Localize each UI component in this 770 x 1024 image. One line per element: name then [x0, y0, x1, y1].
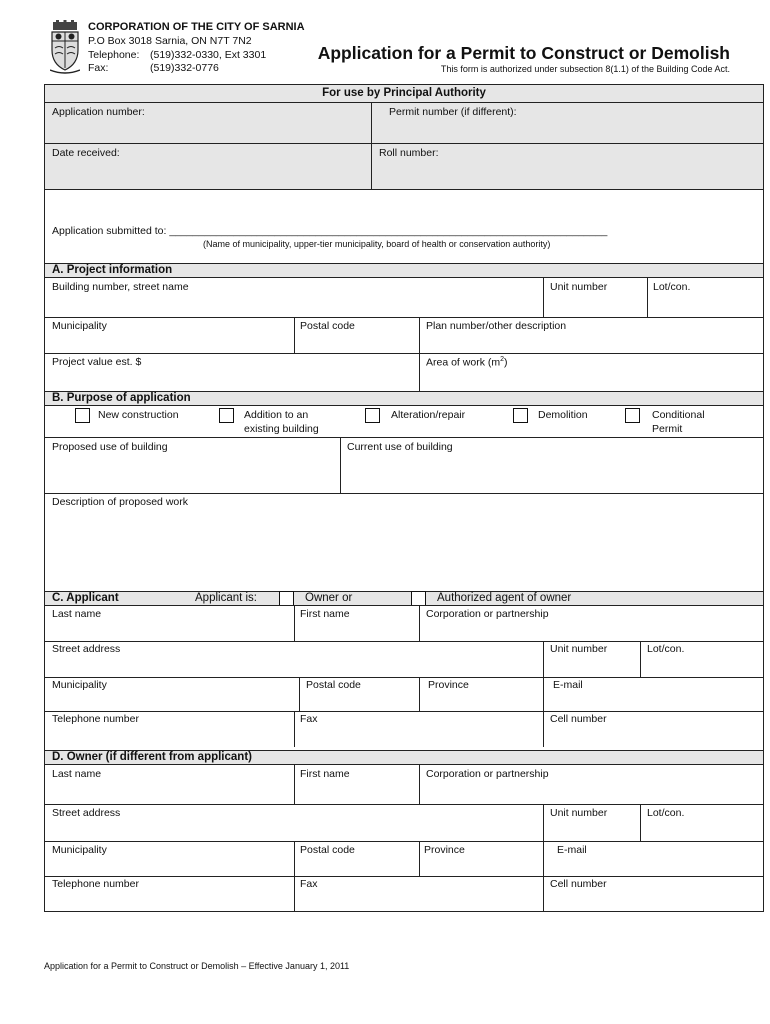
applicant-first-name-label: First name: [300, 608, 350, 620]
agent-label: Authorized agent of owner: [437, 592, 572, 604]
date-received-label: Date received:: [52, 147, 120, 159]
fax-value: (519)332-0776: [150, 62, 219, 74]
applicant-fax-label: Fax: [300, 713, 318, 725]
owner-unit-label: Unit number: [550, 807, 608, 819]
roll-number-label: Roll number:: [379, 147, 439, 159]
applicant-email-label: E-mail: [553, 679, 583, 691]
applicant-is-label: Applicant is:: [195, 592, 258, 604]
new-construction-checkbox[interactable]: [75, 408, 90, 423]
owner-province-label: Province: [424, 844, 465, 856]
owner-postal-label: Postal code: [300, 844, 355, 856]
owner-street-label: Street address: [52, 807, 121, 819]
new-construction-label: New construction: [98, 409, 179, 421]
addition-label-1: Addition to an: [244, 409, 309, 421]
applicant-lot-label: Lot/con.: [647, 643, 685, 655]
telephone-value: (519)332-0330, Ext 3301: [150, 49, 267, 61]
section-d-heading: D. Owner (if different from applicant): [52, 751, 252, 763]
area-of-work-label: Area of work $(m^2)$: [426, 356, 508, 369]
project-value-label: Project value est. $: [52, 356, 142, 368]
footer-note: Application for a Permit to Construct or Demolish – Effective January 1, 2011: [44, 961, 350, 971]
owner-last-name-label: Last name: [52, 768, 102, 780]
org-address: P.O Box 3018 Sarnia, ON N7T 7N2: [88, 35, 252, 47]
telephone-label: Telephone:: [88, 49, 140, 61]
applicant-last-name-label: Last name: [52, 608, 102, 620]
municipality-label: Municipality: [52, 320, 107, 332]
owner-corporation-label: Corporation or partnership: [426, 768, 549, 780]
owner-or-label: Owner or: [305, 592, 353, 604]
section-a-heading: A. Project information: [52, 264, 173, 276]
alteration-label: Alteration/repair: [391, 409, 466, 421]
submitted-to-label: Application submitted to: ___________________________________________________________________________: [52, 225, 608, 237]
owner-email-label: E-mail: [557, 844, 587, 856]
postal-code-label: Postal code: [300, 320, 355, 332]
lot-con-label: Lot/con.: [653, 281, 691, 293]
description-label: Description of proposed work: [52, 496, 188, 508]
applicant-province-label: Province: [428, 679, 469, 691]
alteration-checkbox[interactable]: [365, 408, 380, 423]
permit-number-label: Permit number (if different):: [389, 106, 517, 118]
applicant-postal-label: Postal code: [306, 679, 361, 691]
section-b-heading: B. Purpose of application: [52, 392, 191, 404]
addition-checkbox[interactable]: [219, 408, 234, 423]
conditional-label-2: Permit: [652, 423, 683, 435]
owner-telephone-label: Telephone number: [52, 878, 139, 890]
unit-number-label: Unit number: [550, 281, 608, 293]
org-name: CORPORATION OF THE CITY OF SARNIA: [88, 21, 305, 33]
owner-cell-label: Cell number: [550, 878, 607, 890]
agent-checkbox[interactable]: [411, 591, 426, 606]
conditional-permit-checkbox[interactable]: [625, 408, 640, 423]
plan-number-label: Plan number/other description: [426, 320, 567, 332]
conditional-label-1: Conditional: [652, 409, 705, 421]
current-use-label: Current use of building: [347, 441, 453, 453]
permit-form: [44, 84, 764, 912]
form-authority-note: This form is authorized under subsection 8(1.1) of the Building Code Act.: [440, 64, 730, 74]
applicant-cell-label: Cell number: [550, 713, 607, 725]
applicant-municipality-label: Municipality: [52, 679, 107, 691]
applicant-unit-label: Unit number: [550, 643, 608, 655]
owner-fax-label: Fax: [300, 878, 318, 890]
demolition-label: Demolition: [538, 409, 588, 421]
owner-municipality-label: Municipality: [52, 844, 107, 856]
owner-lot-label: Lot/con.: [647, 807, 685, 819]
form-title: Application for a Permit to Construct or Demolish: [317, 43, 730, 63]
building-street-label: Building number, street name: [52, 281, 189, 293]
authority-heading: For use by Principal Authority: [322, 87, 486, 99]
section-c-shade: [45, 591, 763, 605]
owner-checkbox[interactable]: [279, 591, 294, 606]
application-number-label: Application number:: [52, 106, 145, 118]
fax-label: Fax:: [88, 62, 109, 74]
proposed-use-label: Proposed use of building: [52, 441, 168, 453]
applicant-telephone-label: Telephone number: [52, 713, 139, 725]
applicant-street-label: Street address: [52, 643, 121, 655]
submitted-to-hint: (Name of municipality, upper-tier municipality, board of health or conservation authority): [203, 239, 551, 249]
authority-shade: [45, 85, 763, 189]
applicant-corporation-label: Corporation or partnership: [426, 608, 549, 620]
city-crest-logo: [50, 20, 80, 75]
addition-label-2: existing building: [244, 423, 319, 435]
owner-first-name-label: First name: [300, 768, 350, 780]
demolition-checkbox[interactable]: [513, 408, 528, 423]
section-c-heading: C. Applicant: [52, 592, 119, 604]
